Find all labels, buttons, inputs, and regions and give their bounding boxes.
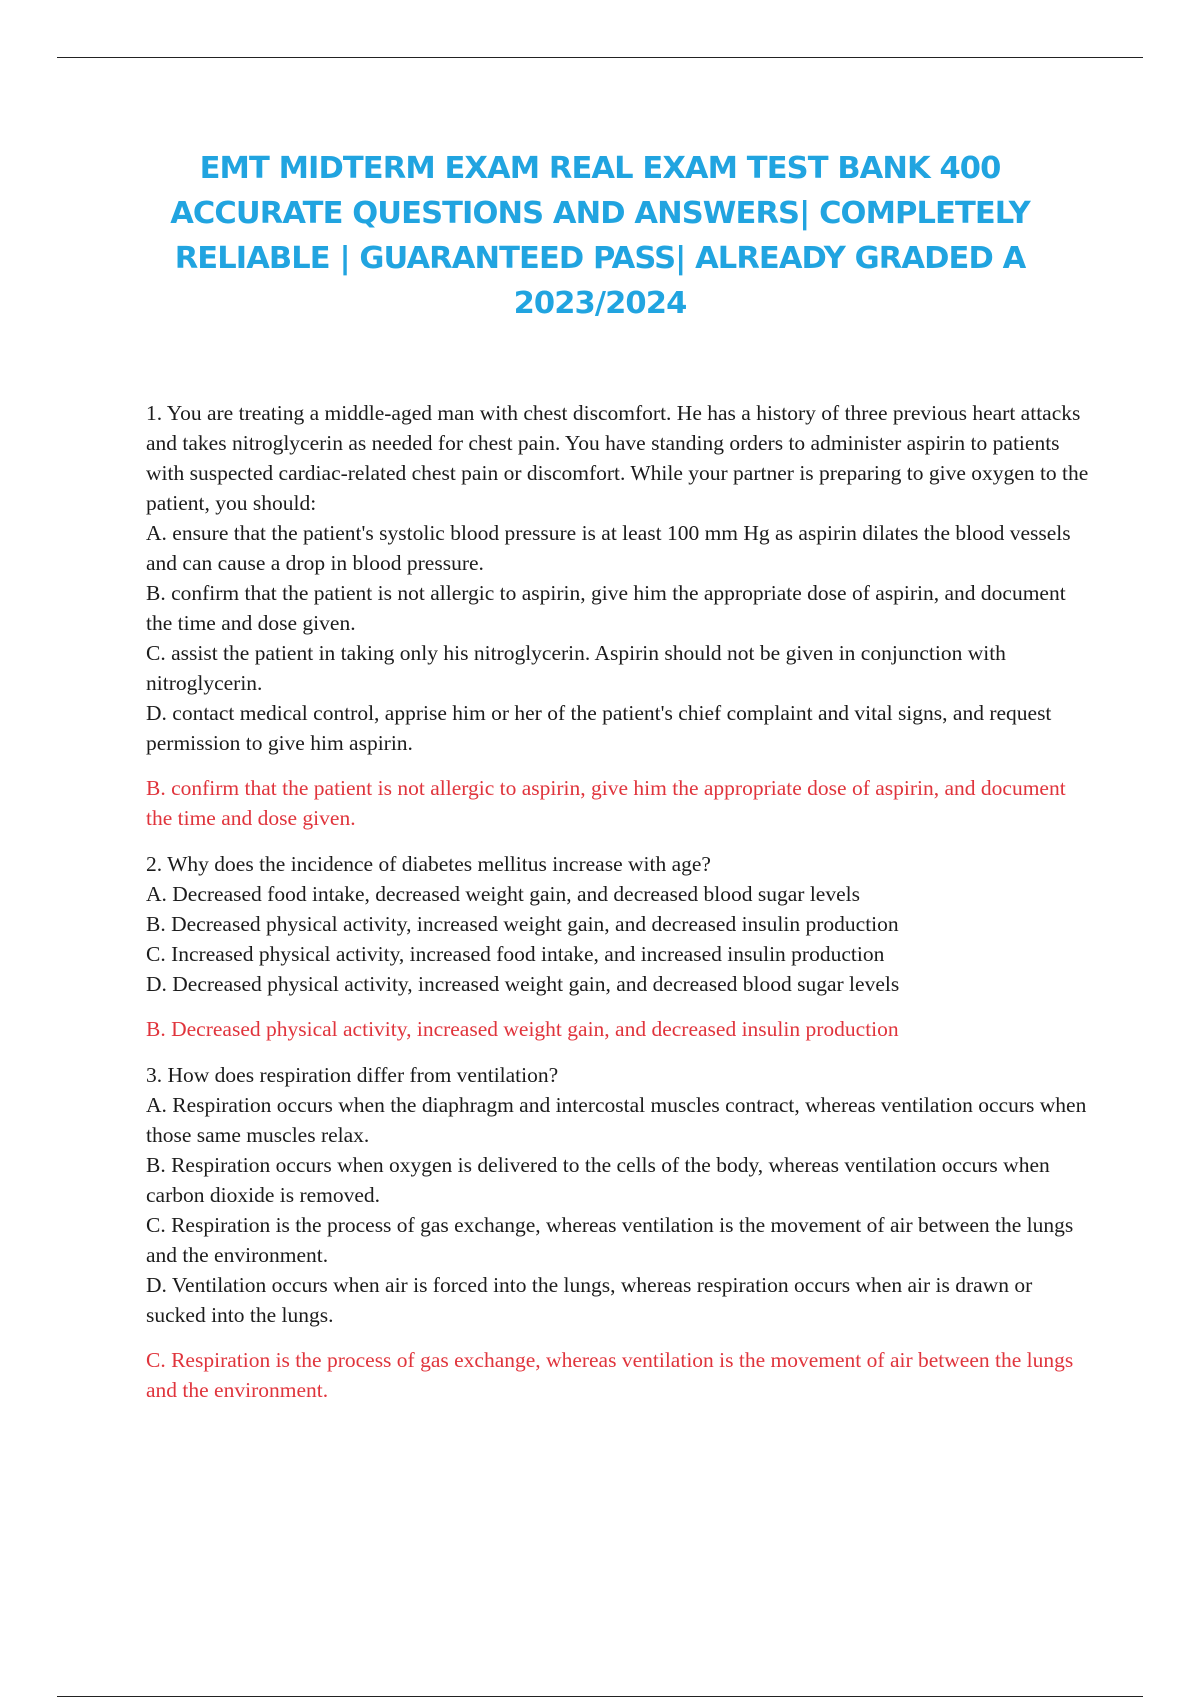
option-d: D. Decreased physical activity, increased weight gain, and decreased blood sugar levels bbox=[146, 972, 900, 996]
question-text: 2. Why does the incidence of diabetes mellitus increase with age? bbox=[146, 852, 711, 876]
option-d: D. contact medical control, apprise him or her of the patient's chief complaint and vital signs, and request permission to give him aspirin. bbox=[146, 701, 1052, 755]
question-list bbox=[146, 398, 1096, 1421]
option-c: C. Respiration is the process of gas exchange, whereas ventilation is the movement of air between the lungs and the environment. bbox=[146, 1213, 1074, 1267]
option-c: C. Increased physical activity, increased food intake, and increased insulin production bbox=[146, 942, 885, 966]
question-text: 3. How does respiration differ from ventilation? bbox=[146, 1063, 559, 1087]
option-d: D. Ventilation occurs when air is forced into the lungs, whereas respiration occurs when air is drawn or sucked into the lungs. bbox=[146, 1273, 1033, 1327]
bottom-rule bbox=[57, 1696, 1143, 1697]
option-b: B. Respiration occurs when oxygen is delivered to the cells of the body, whereas ventilation occurs when carbon dioxide is removed. bbox=[146, 1153, 1050, 1207]
title-line: 2023/2024 bbox=[513, 286, 687, 321]
document-title bbox=[120, 146, 1080, 326]
answer-2: B. Decreased physical activity, increased weight gain, and decreased insulin production bbox=[146, 1017, 899, 1041]
option-c: C. assist the patient in taking only his nitroglycerin. Aspirin should not be given in conjunction with nitroglycerin. bbox=[146, 641, 1006, 695]
option-a: A. Respiration occurs when the diaphragm and intercostal muscles contract, whereas ventilation occurs when those same muscles relax. bbox=[146, 1093, 1087, 1147]
title-line: EMT MIDTERM EXAM REAL EXAM TEST BANK 400 bbox=[199, 151, 1001, 186]
option-b: B. confirm that the patient is not allergic to aspirin, give him the appropriate dose of aspirin, and document the time and dose given. bbox=[146, 581, 1066, 635]
question-2 bbox=[146, 849, 1096, 999]
option-a: A. ensure that the patient's systolic blood pressure is at least 100 mm Hg as aspirin dilates the blood vessels and can cause a drop in blood pressure. bbox=[146, 521, 1071, 575]
question-1 bbox=[146, 398, 1096, 758]
answer-3: C. Respiration is the process of gas exchange, whereas ventilation is the movement of air between the lungs and the environment. bbox=[146, 1348, 1074, 1402]
answer-1: B. confirm that the patient is not allergic to aspirin, give him the appropriate dose of aspirin, and document the time and dose given. bbox=[146, 776, 1066, 830]
question-3 bbox=[146, 1060, 1096, 1330]
top-rule bbox=[57, 57, 1143, 58]
title-line: ACCURATE QUESTIONS AND ANSWERS| COMPLETELY bbox=[170, 196, 1030, 231]
option-a: A. Decreased food intake, decreased weight gain, and decreased blood sugar levels bbox=[146, 882, 860, 906]
question-text: 1. You are treating a middle-aged man with chest discomfort. He has a history of three previous heart attacks and takes nitroglycerin as needed for chest pain. You have standing orders to administer aspirin to patients with suspected cardiac-related chest pain or discomfort. While your partner is preparing to give oxygen to the patient, you should: bbox=[146, 401, 1089, 515]
title-line: RELIABLE | GUARANTEED PASS| ALREADY GRADED A bbox=[174, 241, 1026, 276]
option-b: B. Decreased physical activity, increased weight gain, and decreased insulin production bbox=[146, 912, 899, 936]
